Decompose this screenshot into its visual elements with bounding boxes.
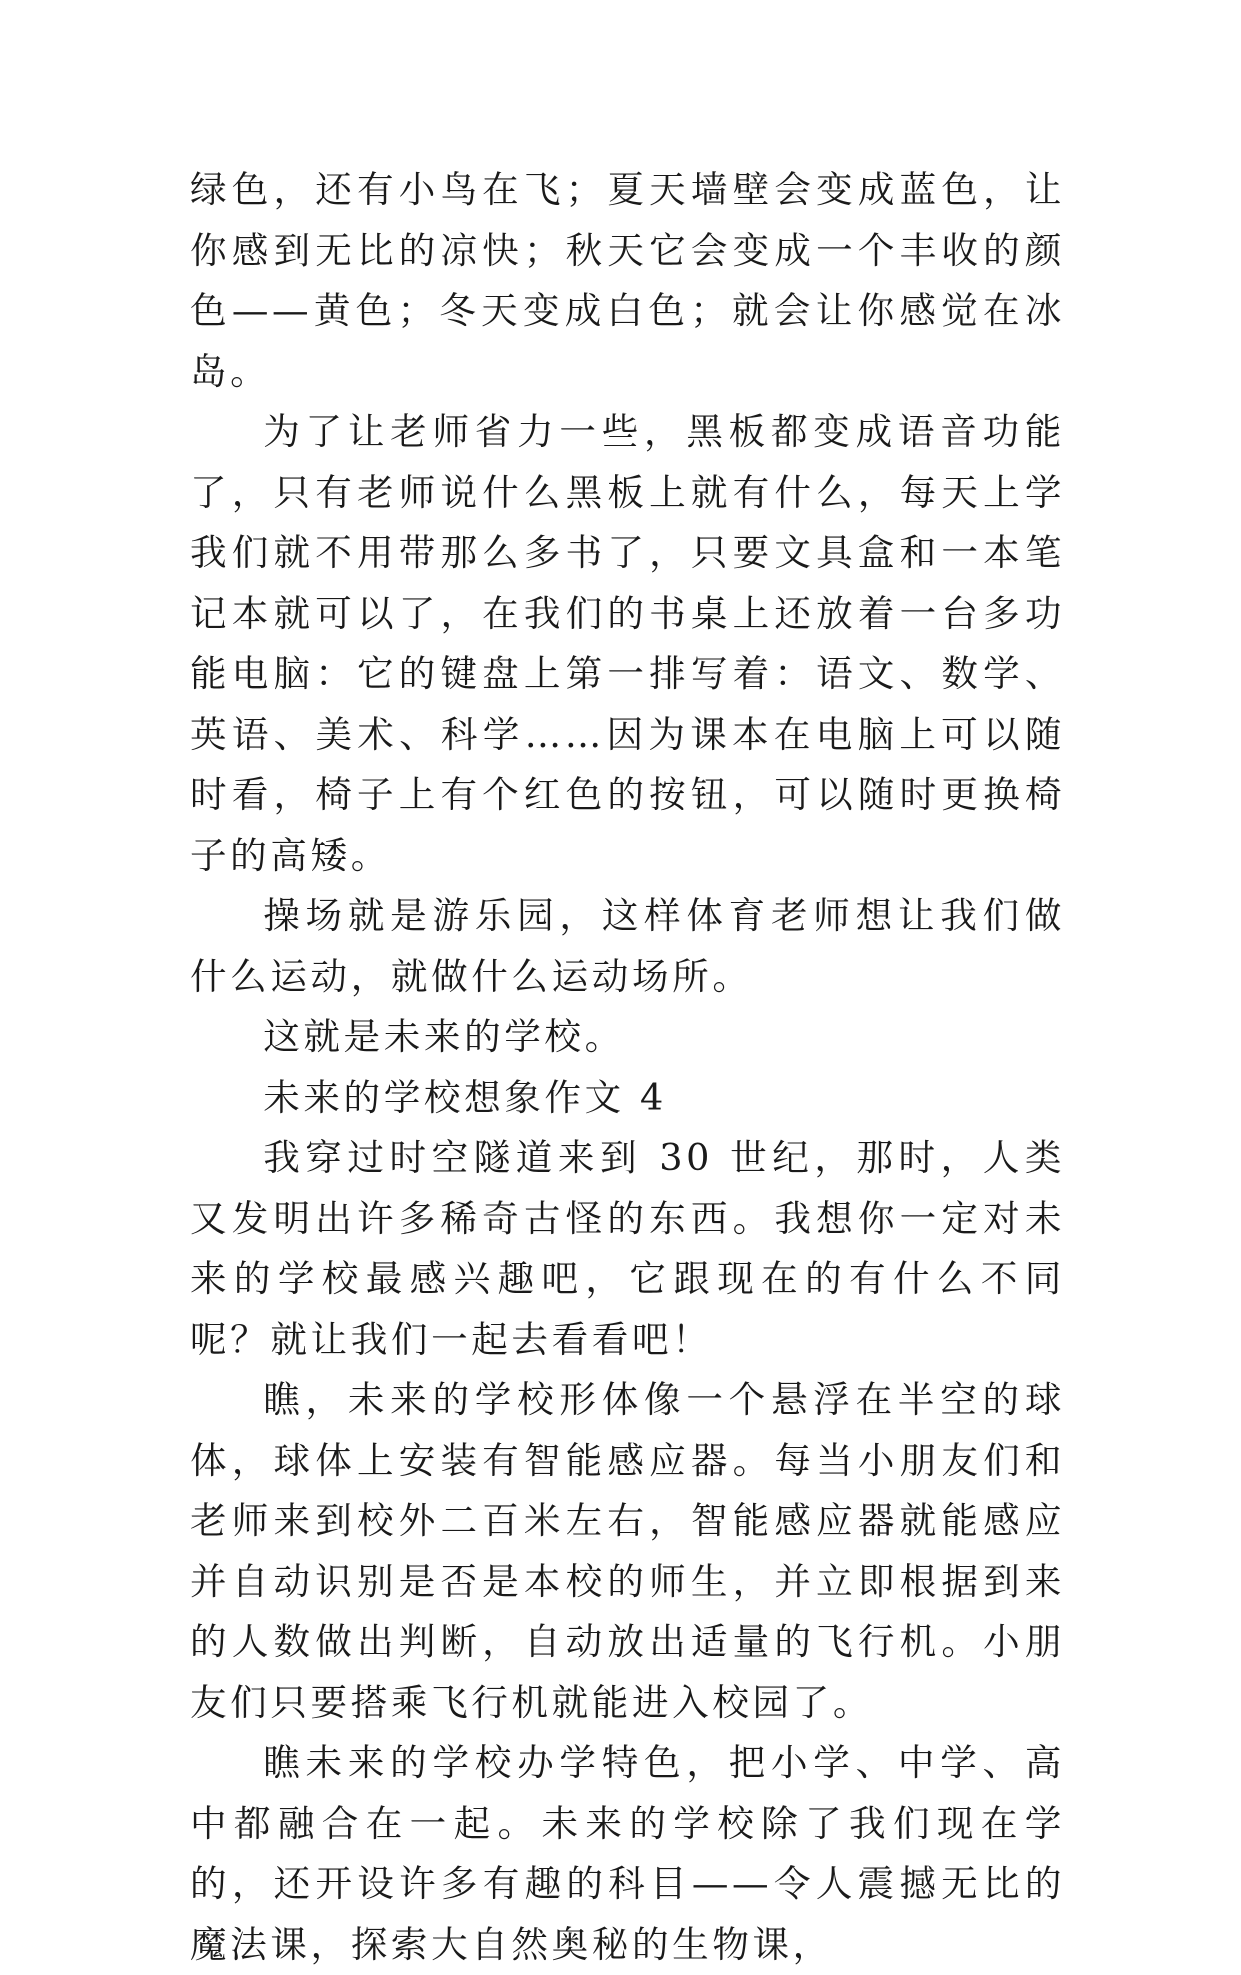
essay-body [190,160,1065,1975]
paragraph: 这就是未来的学校。 [263,1015,625,1058]
paragraph: 我穿过时空隧道来到 30 世纪，那时，人类又发明出许多稀奇古怪的东西。我想你一定对未来的学校最感兴趣吧，它跟现在的有什么不同呢？就让我们一起去看看吧！ [190,1136,1065,1361]
paragraph: 为了让老师省力一些，黑板都变成语音功能了，只有老师说什么黑板上就有什么，每天上学我们就不用带那么多书了，只要文具盒和一本笔记本就可以了，在我们的书桌上还放着一台多功能电脑：它的键盘上第一排写着：语文、数学、英语、美术、科学……因为课本在电脑上可以随时看，椅子上有个红色的按钮，可以随时更换椅子的高矮。 [190,410,1065,877]
section-heading: 未来的学校想象作文 4 [263,1075,667,1119]
paragraph: 瞧未来的学校办学特色，把小学、中学、高中都融合在一起。未来的学校除了我们现在学的，还开设许多有趣的科目——令人震撼无比的魔法课，探索大自然奥秘的生物课， [190,1741,1065,1966]
paragraph: 瞧，未来的学校形体像一个悬浮在半空的球体，球体上安装有智能感应器。每当小朋友们和老师来到校外二百米左右，智能感应器就能感应并自动识别是否是本校的师生，并立即根据到来的人数做出判断，自动放出适量的飞行机。小朋友们只要搭乘飞行机就能进入校园了。 [190,1378,1065,1724]
paragraph: 绿色，还有小鸟在飞；夏天墙壁会变成蓝色，让你感到无比的凉快；秋天它会变成一个丰收的颜色——黄色；冬天变成白色；就会让你感觉在冰岛。 [190,168,1065,393]
paragraph: 操场就是游乐园，这样体育老师想让我们做什么运动，就做什么运动场所。 [190,894,1065,998]
